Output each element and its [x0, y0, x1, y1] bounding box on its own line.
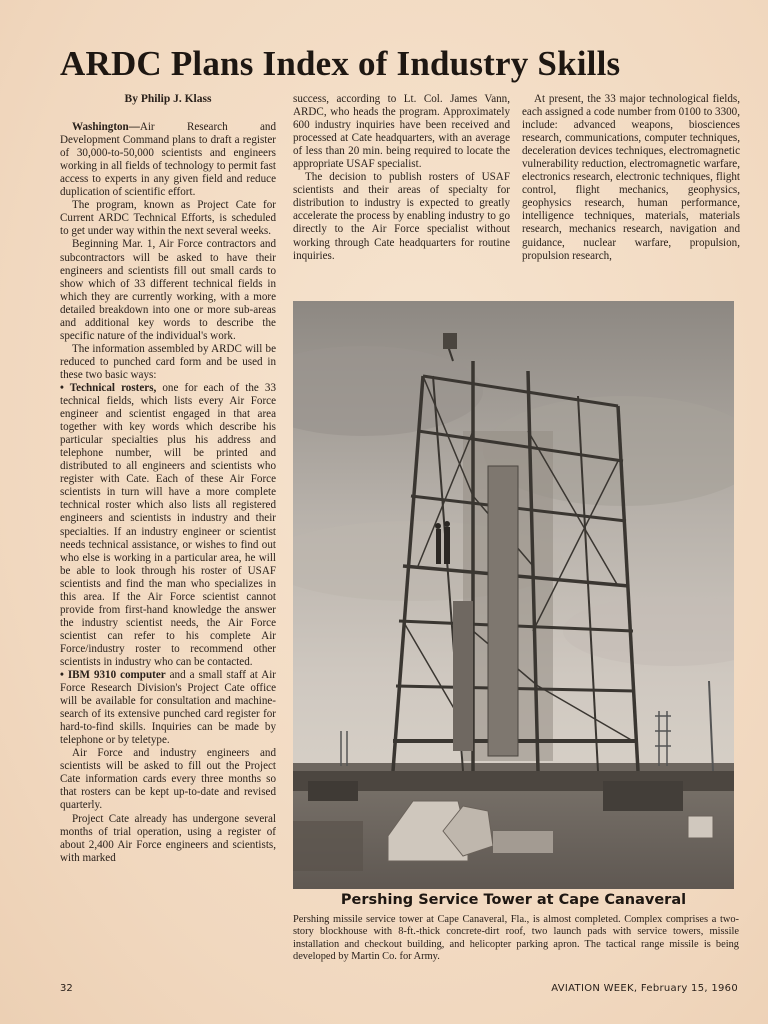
- photo-caption-title: Pershing Service Tower at Cape Canaveral: [340, 892, 687, 908]
- paragraph: success, according to Lt. Col. James Vann, ARDC, who heads the program. Approximately 600 industry inquiries have been received and processed at Cate headquarters, with an average of less than 20 min. being required to locate the appropriate USAF specialist.: [293, 93, 510, 171]
- byline: By Philip J. Klass: [124, 93, 212, 105]
- horizon: [293, 763, 734, 771]
- paragraph: Beginning Mar. 1, Air Force contractors and subcontractors will be asked to have their engineers and scientists fill out small cards to show which of 33 different technical fields in which they are currently working, with a more detailed breakdown into one or more sub-areas and additional key words to describe the specific nature of the individual's work.: [60, 238, 276, 342]
- paragraph: [60, 121, 276, 199]
- bullet-lead: • Technical rosters,: [60, 381, 157, 394]
- paragraph: Project Cate already has undergone several months of trial operation, using a register of about 2,400 Air Force engineers and scientists, with marked: [60, 812, 276, 864]
- paragraph-text: one for each of the 33 technical fields, which lists every Air Force engineer and scientist engaged in that area together with key words which describe his particular specialties plus his address and telephone number, will be printed and distributed to all engineers and scientists who register with Cate. Each of these Air Force scientists in turn will have a more complete technical roster which also lists all registered engineers and scientists in industry and their specialties. If an industry engineer or scientist needs technical assistance, or wishes to find out who else is working in a particular area, he will be able to look through his roster of USAF scientists and find the man who specializes in this area. If the Air Force scientist cannot provide from first-hand knowledge the answer the industry scientist needs, the Air Force scientist can refer to his complete Air Force/industry roster to recommend other scientists in industry who can be contacted.: [60, 381, 276, 668]
- article-column-1: [60, 93, 276, 865]
- article-headline: ARDC Plans Index of Industry Skills: [60, 44, 621, 83]
- paragraph: Air Force and industry engineers and scientists will be asked to fill out the Project Cate information cards every three months so that rosters can be kept up-to-date and revised quarterly.: [60, 747, 276, 812]
- article-column-2: [293, 93, 510, 263]
- paragraph: At present, the 33 major technological fields, each assigned a code number from 0100 to 3300, include: advanced weapons, biosciences research, communications, computer techniques, deceleration devices techniques, electromagnetic vulnerability reduction, electromagnetic warfare, electronics research, electronic techniques, flight control, flight mechanics, geophysics, geophysics research, human performance, intelligence techniques, materials, materials research, mechanics research, navigation and guidance, nuclear warfare, propulsion, propulsion research,: [522, 93, 740, 262]
- paragraph: The decision to publish rosters of USAF scientists and their areas of specialty for distribution to industry is expected to greatly accelerate the process by enabling industry to go directly to the Air Force specialist without working through Cate headquarters for routine inquiries.: [293, 171, 510, 262]
- paragraph-text: and a small staff at Air Force Research Division's Project Cate office will be available for consultation and machine-search of its extensive punched card register for hard-to-find skills. Inquiries can be made by telephone or by teletype.: [60, 669, 276, 747]
- tower-photo-illustration: [293, 301, 734, 889]
- bullet-lead: • IBM 9310 computer: [60, 669, 166, 682]
- tower-photo: [293, 301, 734, 889]
- paragraph-text: Air Research and Development Command plans to draft a register of 30,000-to-50,000 scientists and engineers working in all fields of technology to permit fast access to experts in any given field and reduce duplication of scientific effort.: [60, 121, 276, 199]
- paragraph: [60, 669, 276, 747]
- photo-caption-text: Pershing missile service tower at Cape Canaveral, Fla., is almost completed. Complex comprises a two-story blockhouse with 8-ft.-thick concrete-dirt roof, two launch pads with service towers, missile installation and checkout building, and helicopter parking apron. The tactical range missile is being developed by Martin Co. for Army.: [293, 914, 739, 963]
- article-column-3: [522, 93, 740, 263]
- paragraph: The program, known as Project Cate for Current ARDC Technical Efforts, is scheduled to get under way within the next several weeks.: [60, 199, 276, 238]
- page-number: 32: [60, 983, 73, 994]
- dateline: Washington—: [72, 121, 140, 134]
- publication-footer: AVIATION WEEK, February 15, 1960: [551, 983, 738, 994]
- paragraph: [60, 382, 276, 669]
- paragraph: The information assembled by ARDC will be reduced to punched card form and be used in these two basic ways:: [60, 342, 276, 381]
